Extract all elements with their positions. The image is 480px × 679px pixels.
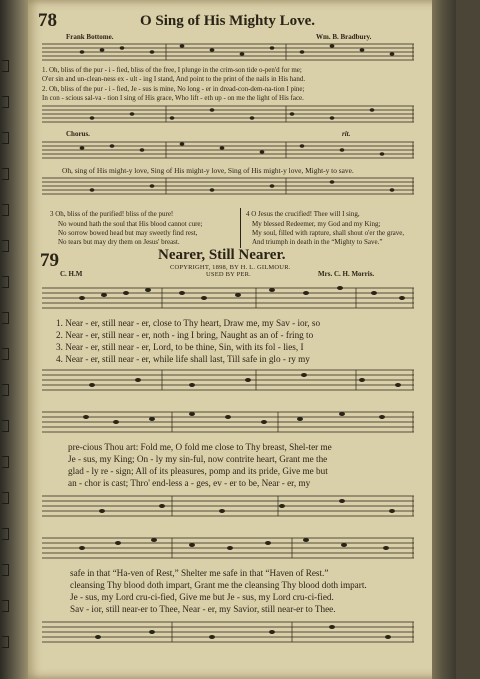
- hymn-79-line-c-verse-3: Je - sus, my Lord cru-ci-fied, Give me but Je - sus, my Lord cru-ci-fied.: [70, 592, 334, 602]
- spine-tab-mark: [2, 456, 9, 468]
- hymn-79-line-c-verse-4: Sav - ior, still near-er to Thee, Near - er, my Savior, still near-er to Thee.: [70, 604, 336, 614]
- spine-tab-mark: [2, 528, 9, 540]
- hymn-78-chorus-label: Chorus.: [66, 130, 90, 138]
- hymn-79-system-c-treble: [42, 534, 414, 564]
- hymn-79-line-b-verse-3: glad - ly re - sign; All of its pleasures, pomp and its pride, Give me but: [68, 466, 328, 476]
- hymn-78-verse-4-line-4: And triumph in death in the “Mighty to Save.”: [252, 238, 383, 246]
- hymn-78-author: Frank Bottome.: [66, 33, 114, 41]
- hymn-78-composer: Wm. B. Bradbury.: [316, 33, 372, 41]
- hymn-78-verse-4-line-3: My soul, filled with rapture, shall shout o'er the grave,: [252, 229, 405, 237]
- spine-tab-mark: [2, 132, 9, 144]
- hymn-78-verse-line-1: 1. Oh, bliss of the pur - i - fied, bliss of the free, I plunge in the crim-son tide o-pen'd for me;: [42, 66, 302, 74]
- spine-tab-mark: [2, 636, 9, 648]
- hymn-79-line-a-verse-4: 4. Near - er, still near - er, while life shall last, Till safe in glo - ry my: [56, 354, 310, 364]
- hymn-78-rit-label: rit.: [342, 130, 351, 138]
- hymn-78-staff-treble: [42, 42, 414, 66]
- hymn-78-chorus-staff-treble: [42, 140, 414, 162]
- hymn-79-system-c-bass: [42, 618, 414, 648]
- spine-tab-mark: [2, 240, 9, 252]
- hymn-79-system-b-treble: [42, 408, 414, 438]
- hymn-78-staff-bass: [42, 104, 414, 126]
- spine-tab-mark: [2, 60, 9, 72]
- hymn-79-title: Nearer, Still Nearer.: [158, 247, 286, 263]
- hymn-79-line-a-verse-1: 1. Near - er, still near - er, close to Thy heart, Draw me, my Sav - ior, so: [56, 318, 321, 328]
- spine-tab-mark: [2, 564, 9, 576]
- hymn-79-copyright: COPYRIGHT, 1898, BY H. L. GILMOUR.: [170, 264, 291, 271]
- hymn-79-meter: C. H.M: [60, 270, 83, 278]
- hymn-78-number: 78: [38, 10, 57, 31]
- hymn-78-chorus-line: Oh, sing of His might-y love, Sing of His might-y love, Sing of His might-y love, Might-y to save.: [62, 166, 354, 175]
- hymn-79-used-by-permission: USED BY PER.: [206, 271, 251, 278]
- book-spine: [0, 0, 28, 679]
- hymn-79-composer: Mrs. C. H. Morris.: [318, 270, 375, 278]
- hymn-79-line-c-verse-1: safe in that “Ha-ven of Rest,” Shelter me safe in that “Haven of Rest.”: [70, 568, 329, 578]
- hymn-79-system-a-bass: [42, 366, 414, 396]
- spine-tab-mark: [2, 492, 9, 504]
- hymn-78-verse-3-line-1: 3 Oh, bliss of the purified! bliss of the pure!: [50, 210, 174, 218]
- hymn-79-line-c-verse-2: cleansing Thy blood doth impart, Grant me the cleansing Thy blood doth impart.: [70, 580, 367, 590]
- hymn-78-chorus-staff-bass: [42, 176, 414, 198]
- hymn-79-number: 79: [40, 250, 59, 271]
- spine-tab-mark: [2, 168, 9, 180]
- hymn-78-verse-4-line-2: My blessed Redeemer, my God and my King;: [252, 220, 381, 228]
- spine-tab-mark: [2, 420, 9, 432]
- spine-tab-mark: [2, 312, 9, 324]
- hymn-79-line-a-verse-2: 2. Near - er, still near - er, noth - ing I bring, Naught as an of - fring to: [56, 330, 314, 340]
- hymn-78-title: O Sing of His Mighty Love.: [140, 13, 316, 29]
- hymn-78-verse-line-4: In con - scious sal-va - tion I sing of His grace, Who lift - eth up - on me the light of His face.: [42, 94, 304, 102]
- spine-tab-mark: [2, 204, 9, 216]
- hymn-79-line-b-verse-4: an - chor is cast; Thro' end-less a - ges, ev - er to be, Near - er, my: [68, 478, 311, 488]
- spine-tab-mark: [2, 276, 9, 288]
- spine-tab-mark: [2, 96, 9, 108]
- hymn-79-line-b-verse-1: pre-cious Thou art: Fold me, O fold me close to Thy breast, Shel-ter me: [68, 442, 332, 452]
- hymn-78-verse-3-line-4: No tears but may dry them on Jesus' breast.: [58, 238, 180, 246]
- spine-tab-mark: [2, 600, 9, 612]
- hymn-79-system-a-treble: [42, 284, 414, 314]
- hymn-78-verse-line-2: O'er sin and un-clean-ness ex - ult - ing I stand, And point to the print of the nails in His hand.: [42, 75, 306, 83]
- hymnal-page: [28, 0, 456, 679]
- spine-tab-mark: [2, 384, 9, 396]
- hymn-78-verse-4-line-1: 4 O Jesus the crucified! Thee will I sing,: [246, 210, 360, 218]
- spine-tab-mark: [2, 348, 9, 360]
- hymn-78-verse-3-line-3: No sorrow bowed head but may sweetly find rest,: [58, 229, 198, 237]
- hymn-79-line-b-verse-2: Je - sus, my King; On - ly my sin-ful, now contrite heart, Grant me the: [68, 454, 328, 464]
- page-edge-shadow: [432, 0, 456, 679]
- hymn-79-line-a-verse-3: 3. Near - er, still near - er, Lord, to be thine, Sin, with its fol - lies, I: [56, 342, 304, 352]
- verse-divider: [240, 208, 241, 248]
- hymn-79-system-b-bass: [42, 492, 414, 522]
- hymn-78-verse-3-line-2: No wound hath the soul that His blood cannot cure;: [58, 220, 203, 228]
- hymn-78-verse-line-3: 2. Oh, bliss of the pur - i - fied, Je - sus is mine, No long - er in dread-con-dem-na-tion I pine;: [42, 85, 305, 93]
